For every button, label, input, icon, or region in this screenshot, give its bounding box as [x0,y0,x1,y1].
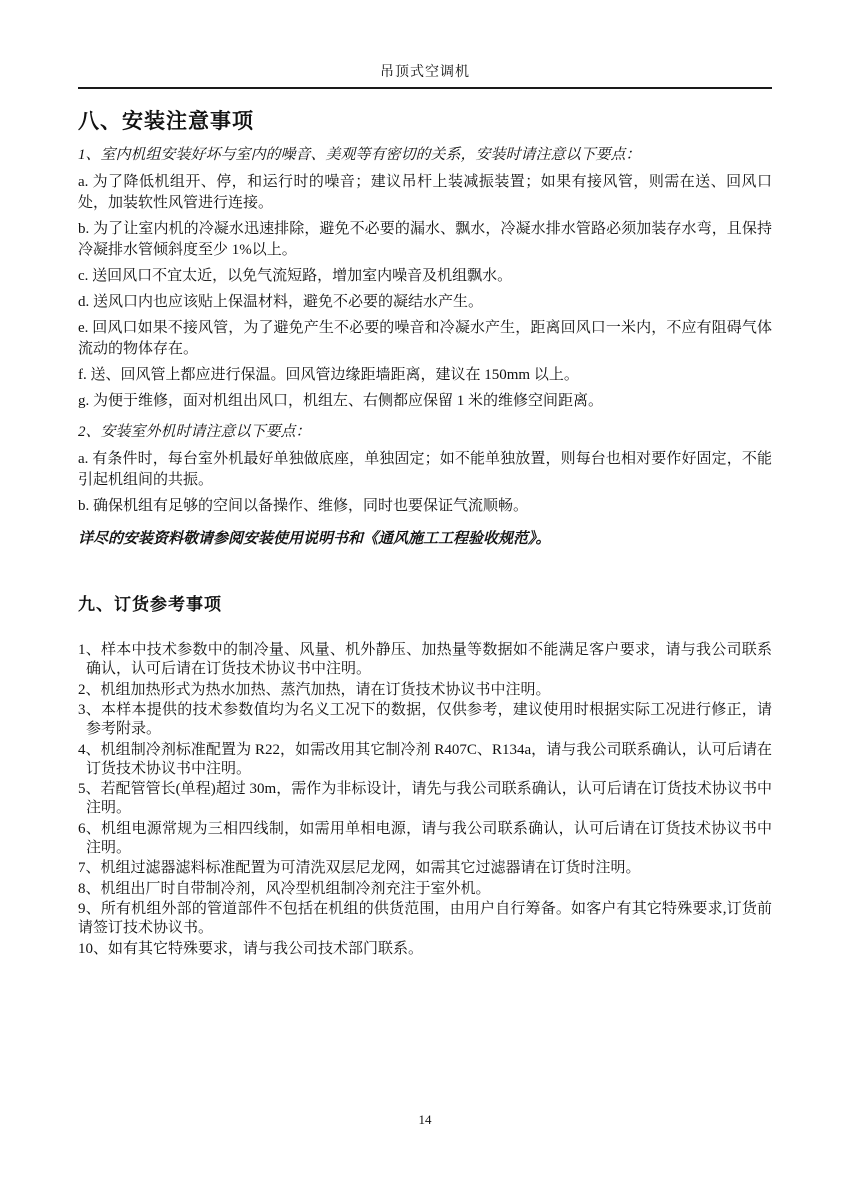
section8-point-a: a. 为了降低机组开、停，和运行时的噪音；建议吊杆上装减振装置；如果有接风管，则需在送、回风口处，加装软性风管进行连接。 [78,174,772,211]
page-number: 14 [418,1112,432,1127]
section8-intro-2: 2、安装室外机时请注意以下要点： [78,424,311,440]
section8-point-f: f. 送、回风管上都应进行保温。回风管边缘距墙距离，建议在 150mm 以上。 [78,367,579,383]
page-footer [0,1112,850,1128]
section8-point-g: g. 为便于维修，面对机组出风口，机组左、右侧都应保留 1 米的维修空间距离。 [78,393,604,409]
document-page [78,0,772,1202]
section9-item-2: 2、机组加热形式为热水加热、蒸汽加热，请在订货技术协议书中注明。 [78,681,551,698]
section8-outdoor-point-b: b. 确保机组有足够的空间以备操作、维修，同时也要保证气流顺畅。 [78,498,529,514]
section8-reference-note: 详尽的安装资料敬请参阅安装使用说明书和《通风施工工程验收规范》。 [78,531,551,547]
section8-point-b: b. 为了让室内机的冷凝水迅速排除，避免不必要的漏水、飘水，冷凝水排水管路必须加装存水弯，且保持冷凝排水管倾斜度至少 1%以上。 [78,221,772,258]
section9-list [78,641,772,959]
section9-title: 九、订货参考事项 [78,595,222,614]
section8-title: 八、安装注意事项 [78,109,254,133]
page-header [78,64,772,89]
section8-point-e: e. 回风口如果不接风管，为了避免产生不必要的噪音和冷凝水产生，距离回风口一米内，不应有阻碍气体流动的物体存在。 [78,320,772,357]
section9-item-9: 9、所有机组外部的管道部件不包括在机组的供货范围，由用户自行筹备。如客户有其它特殊要求,订货前请签订技术协议书。 [78,901,772,936]
section8-intro-1: 1、室内机组安装好坏与室内的噪音、美观等有密切的关系，安装时请注意以下要点： [78,147,641,163]
running-header-title: 吊顶式空调机 [380,65,470,80]
section8-point-c: c. 送回风口不宜太近，以免气流短路，增加室内噪音及机组飘水。 [78,268,513,284]
section9-item-7: 7、机组过滤器滤料标准配置为可清洗双层尼龙网，如需其它过滤器请在订货时注明。 [78,860,641,876]
section9-item-6: 6、机组电源常规为三相四线制，如需用单相电源，请与我公司联系确认，认可后请在订货技术协议书中注明。 [78,820,772,856]
section9-item-10: 10、如有其它特殊要求，请与我公司技术部门联系。 [78,940,424,957]
section8-outdoor-point-a: a. 有条件时，每台室外机最好单独做底座，单独固定；如不能单独放置，则每台也相对要作好固定，不能引起机组间的共振。 [78,451,772,488]
section9-item-5: 5、若配管管长(单程)超过 30m，需作为非标设计，请先与我公司联系确认，认可后请在订货技术协议书中注明。 [78,781,772,816]
section9-item-8: 8、机组出厂时自带制冷剂，风冷型机组制冷剂充注于室外机。 [78,880,491,897]
section9-item-3: 3、本样本提供的技术参数值均为名义工况下的数据，仅供参考，建议使用时根据实际工况进行修正，请参考附录。 [78,702,772,737]
section9-item-4: 4、机组制冷剂标准配置为 R22，如需改用其它制冷剂 R407C、R134a，请与我公司联系确认，认可后请在订货技术协议书中注明。 [78,741,772,777]
section8-point-d: d. 送风口内也应该贴上保温材料，避免不必要的凝结水产生。 [78,294,484,310]
section9-item-1: 1、样本中技术参数中的制冷量、风量、机外静压、加热量等数据如不能满足客户要求，请与我公司联系确认，认可后请在订货技术协议书中注明。 [78,642,772,677]
